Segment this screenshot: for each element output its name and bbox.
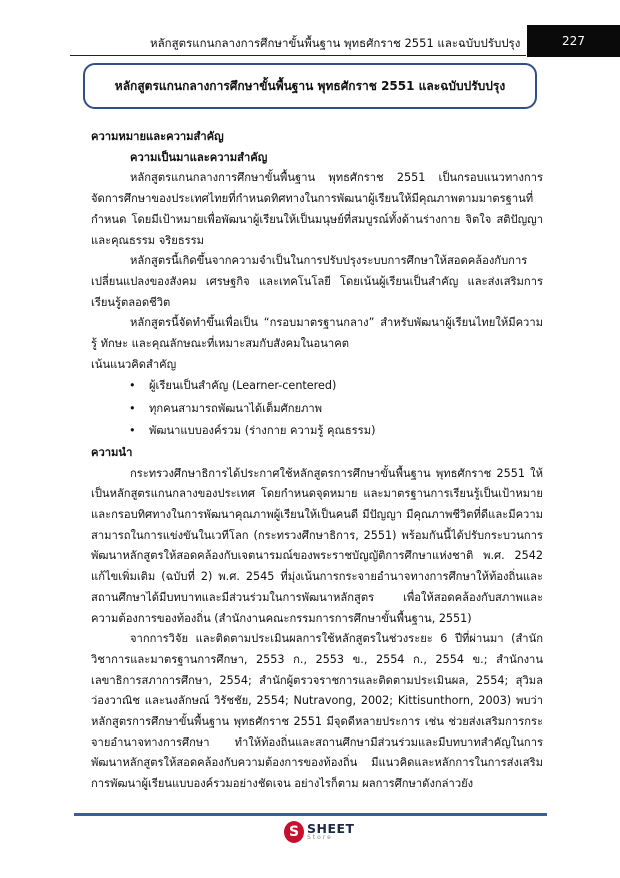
list-item-text: พัฒนาแบบองค์รวม (ร่างกาย ความรู้ คุณธรรม) (149, 424, 376, 438)
page-number: 227 (527, 25, 620, 57)
list-item-text: ทุกคนสามารถพัฒนาได้เต็มศักยภาพ (149, 401, 323, 415)
paragraph: หลักสูตรนี้เกิดขึ้นจากความจำเป็นในการปรับปรุงระบบการศึกษาให้สอดคล้องกับการเปลี่ยนแปลงของสังคม เศรษฐกิจ และเทคโนโลยี โดยเน้นผู้เรียนเป็นสำคัญ และส่งเสริมการเรียนรู้ตลอดชีวิต (91, 254, 543, 309)
concept-list (91, 375, 543, 443)
list-item (129, 420, 543, 443)
paragraph: หลักสูตรแกนกลางการศึกษาขั้นพื้นฐาน พุทธศักราช 2551 เป็นกรอบแนวทางการจัดการศึกษาของประเทศไทยที่กำหนดทิศทางในการพัฒนาผู้เรียนให้มีคุณภาพตามมาตรฐานที่กำหนด โดยมีเป้าหมายเพื่อพัฒนาผู้เรียนให้เป็นมนุษย์ที่สมบูรณ์ทั้งด้านร่างกาย จิตใจ สติปัญญา และคุณธรรม จริยธรรม (91, 171, 543, 247)
footer-divider (74, 813, 547, 816)
list-item (129, 375, 543, 398)
running-header: หลักสูตรแกนกลางการศึกษาขั้นพื้นฐาน พุทธศักราช 2551 และฉบับปรับปรุง (150, 36, 521, 50)
logo-subtitle: Store (307, 834, 333, 842)
bullet-icon: • (129, 379, 136, 393)
logo-name: SHEET (307, 820, 355, 836)
logo-text (307, 820, 355, 842)
paragraph: หลักสูตรนี้จัดทำขึ้นเพื่อเป็น “กรอบมาตรฐานกลาง” สำหรับพัฒนาผู้เรียนไทยให้มีความรู้ ทักษะ และคุณลักษณะที่เหมาะสมกับสังคมในอนาคต (91, 316, 543, 351)
main-content (91, 127, 543, 795)
document-title: หลักสูตรแกนกลางการศึกษาขั้นพื้นฐาน พุทธศักราช 2551 และฉบับปรับปรุง (83, 63, 537, 109)
section-heading-introduction: ความนำ (91, 445, 133, 459)
list-item (129, 398, 543, 421)
sheet-store-logo (284, 821, 355, 843)
subheading-background: ความเป็นมาและความสำคัญ (130, 150, 268, 164)
paragraph: กระทรวงศึกษาธิการได้ประกาศใช้หลักสูตรการศึกษาขั้นพื้นฐาน พุทธศักราช 2551 ให้เป็นหลักสูตรแกนกลางของประเทศ โดยกำหนดจุดหมาย และมาตรฐานการเรียนรู้เป็นเป้าหมาย และกรอบทิศทางในการพัฒนาคุณภาพผู้เรียนให้เป็นคนดี มีปัญญา มีคุณภาพชีวิตที่ดีและมีความสามารถในการแข่งขันในเวทีโลก (กระทรวงศึกษาธิการ, 2551) พร้อมกันนี้ได้ปรับกระบวนการพัฒนาหลักสูตรให้สอดคล้องกับเจตนารมณ์ของพระราชบัญญัติการศึกษาแห่งชาติ พ.ศ. 2542 แก้ไขเพิ่มเติม (ฉบับที่ 2) พ.ศ. 2545 ที่มุ่งเน้นการกระจายอำนาจทางการศึกษาให้ท้องถิ่นและสถานศึกษาได้มีบทบาทและมีส่วนร่วมในการพัฒนาหลักสูตร เพื่อให้สอดคล้องกับสภาพและความต้องการของท้องถิ่น (สำนักงานคณะกรรมการการศึกษาขั้นพื้นฐาน, 2551) (91, 466, 543, 625)
logo-s-icon: S (284, 821, 304, 843)
list-item-text: ผู้เรียนเป็นสำคัญ (Learner-centered) (149, 379, 337, 393)
concept-label: เน้นแนวคิดสำคัญ (91, 357, 177, 371)
bullet-icon: • (129, 424, 136, 438)
bullet-icon: • (129, 401, 136, 415)
section-heading-meaning: ความหมายและความสำคัญ (91, 130, 224, 143)
paragraph: จากการวิจัย และติดตามประเมินผลการใช้หลักสูตรในช่วงระยะ 6 ปีที่ผ่านมา (สำนักวิชาการและมาตรฐานการศึกษา, 2553 ก., 2553 ข., 2554 ก., 2554 ข.; สำนักงานเลขาธิการสภาการศึกษา, 2554; สำนักผู้ตรวจราชการและติดตามประเมินผล, 2554; สุวิมล ว่องวาณิช และนงลักษณ์ วิรัชชัย, 2554; Nutravong, 2002; Kittisunthorn, 2003) พบว่าหลักสูตรการศึกษาขั้นพื้นฐาน พุทธศักราช 2551 มีจุดดีหลายประการ เช่น ช่วยส่งเสริมการกระจายอำนาจทางการศึกษา ทำให้ท้องถิ่นและสถานศึกษามีส่วนร่วมและมีบทบาทสำคัญในการพัฒนาหลักสูตรให้สอดคล้องกับความต้องการของท้องถิ่น มีแนวคิดและหลักการในการส่งเสริมการพัฒนาผู้เรียนแบบองค์รวมอย่างชัดเจน อย่างไรก็ตาม ผลการศึกษาดังกล่าวยัง (91, 632, 543, 791)
header-divider (70, 55, 526, 56)
